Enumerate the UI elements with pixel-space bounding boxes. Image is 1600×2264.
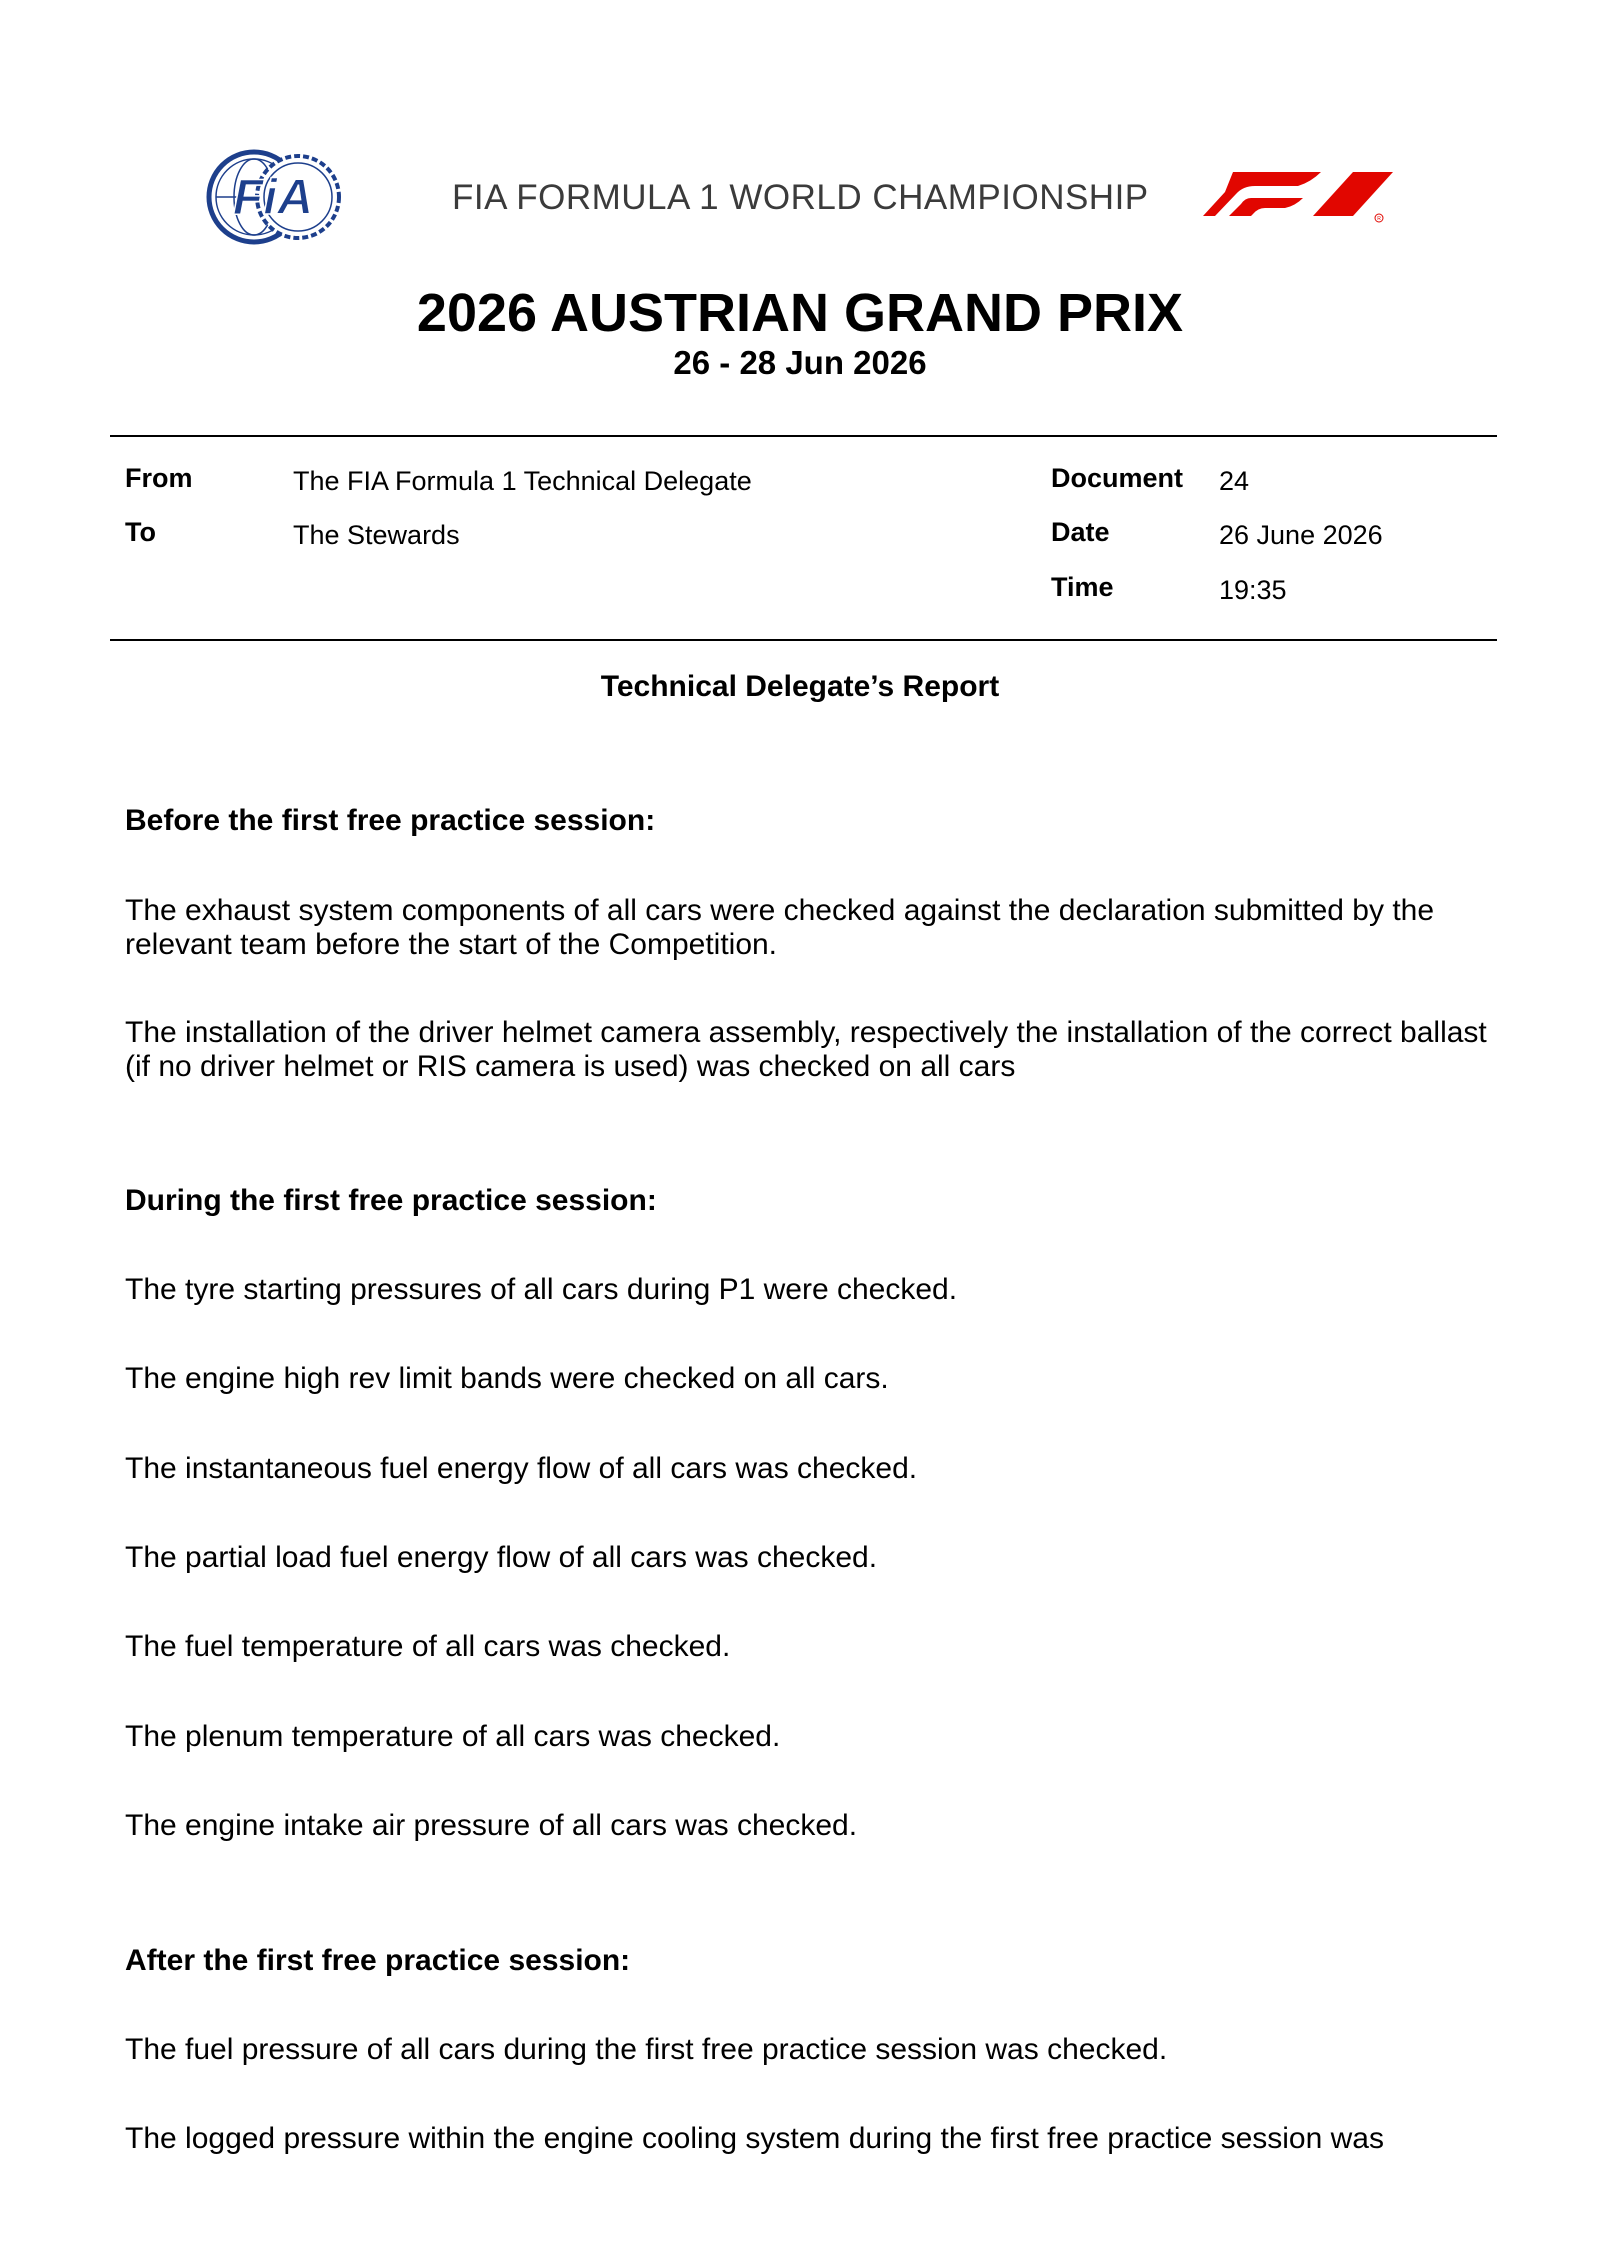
svg-text:R: R [1377, 216, 1381, 222]
report-paragraph: The plenum temperature of all cars was checked. [125, 1720, 781, 1753]
f1-logo [1203, 168, 1398, 224]
report-title: Technical Delegate’s Report [600, 670, 1000, 703]
header-divider-bottom [110, 639, 1497, 641]
event-title: 2026 AUSTRIAN GRAND PRIX [416, 283, 1184, 343]
from-label: From [125, 463, 193, 493]
time-value: 19:35 [1219, 575, 1287, 605]
to-label: To [125, 517, 156, 547]
report-paragraph: The fuel temperature of all cars was checked. [125, 1630, 731, 1663]
report-paragraph: The engine intake air pressure of all cars was checked. [125, 1809, 858, 1842]
report-paragraph: The logged pressure within the engine cooling system during the first free practice session was [125, 2122, 1384, 2155]
report-paragraph: The instantaneous fuel energy flow of all cars was checked. [125, 1452, 918, 1485]
document-value: 24 [1219, 466, 1250, 496]
document-label: Document [1051, 463, 1184, 493]
event-dates: 26 - 28 Jun 2026 [673, 344, 927, 381]
report-paragraph: The installation of the driver helmet camera assembly, respectively the installation of the correct ballast (if no driver helmet or RIS camera is used) was checked on all cars [125, 1016, 1487, 1083]
section-heading: After the first free practice session: [125, 1944, 631, 1977]
report-paragraph: The fuel pressure of all cars during the first free practice session was checked. [125, 2033, 1168, 2066]
report-paragraph: The tyre starting pressures of all cars during P1 were checked. [125, 1273, 958, 1306]
from-value: The FIA Formula 1 Technical Delegate [293, 466, 752, 496]
svg-text:FiA: FiA [232, 169, 314, 225]
championship-title: FIA FORMULA 1 WORLD CHAMPIONSHIP [452, 178, 1149, 217]
fia-logo [205, 148, 345, 246]
date-value: 26 June 2026 [1219, 520, 1383, 550]
time-label: Time [1051, 572, 1114, 602]
report-paragraph: The partial load fuel energy flow of all cars was checked. [125, 1541, 878, 1574]
report-paragraph: The engine high rev limit bands were checked on all cars. [125, 1362, 889, 1395]
date-label: Date [1051, 517, 1110, 547]
section-heading: During the first free practice session: [125, 1184, 657, 1217]
header-divider-top [110, 435, 1497, 437]
section-heading: Before the first free practice session: [125, 804, 656, 837]
to-value: The Stewards [293, 520, 460, 550]
report-paragraph: The exhaust system components of all cars were checked against the declaration submitted by the relevant team before the start of the Competition. [125, 894, 1435, 961]
